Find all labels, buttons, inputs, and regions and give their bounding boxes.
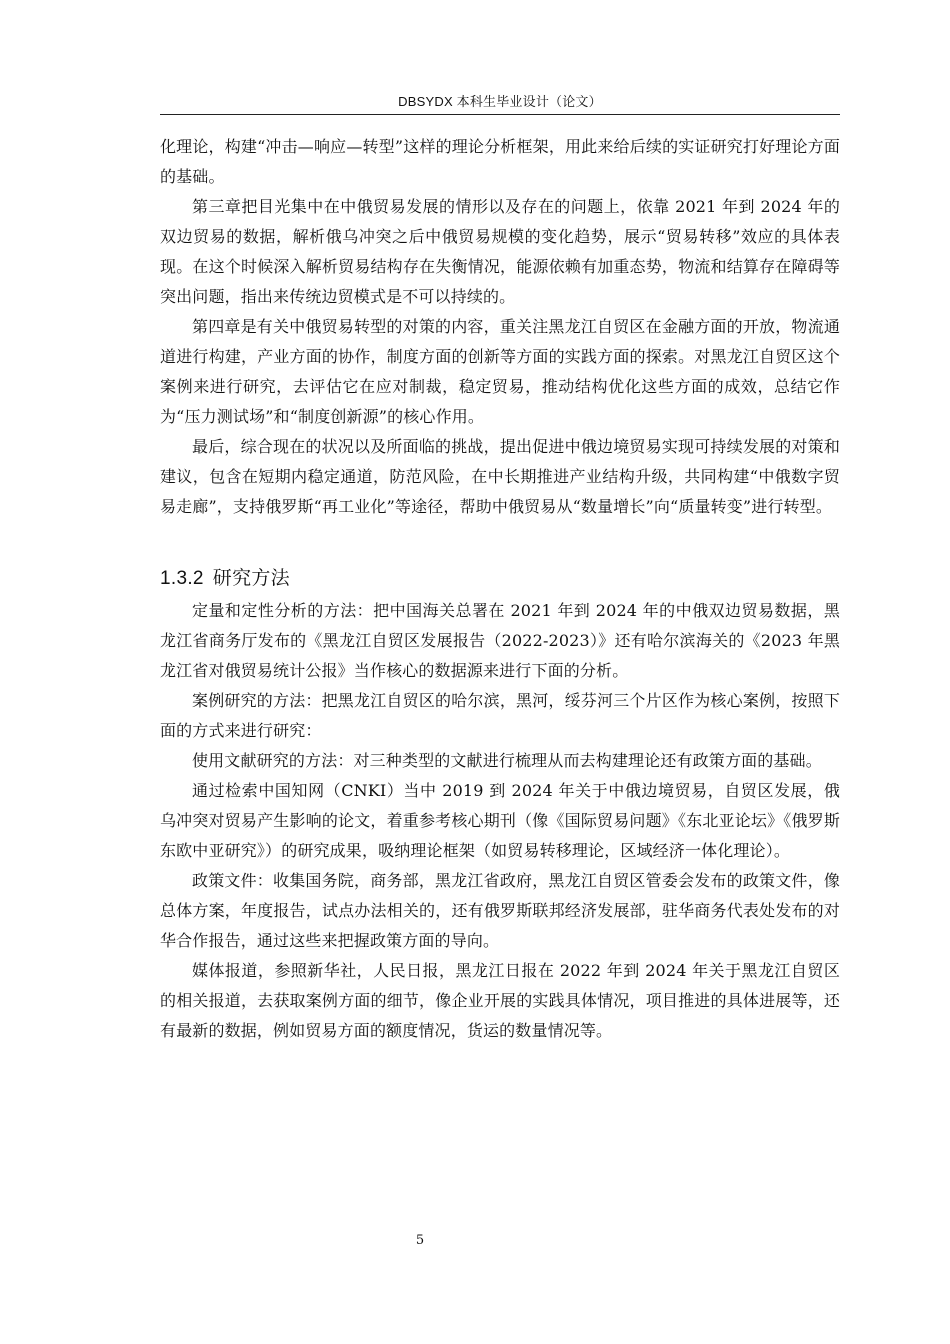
paragraph-case-study-method: 案例研究的方法：把黑龙江自贸区的哈尔滨，黑河，绥芬河三个片区作为核心案例，按照下面的方式来进行研究： [160,691,840,740]
page-body [160,132,840,1046]
paragraph-literature-method: 使用文献研究的方法：对三种类型的文献进行梳理从而去构建理论还有政策方面的基础。 [192,751,822,770]
section-heading [160,562,840,596]
running-header: DBSYDX 本科生毕业设计（论文） [398,94,602,109]
paragraph-policy-documents: 政策文件：收集国务院，商务部，黑龙江省政府，黑龙江自贸区管委会发布的政策文件，像总体方案，年度报告，试点办法相关的，还有俄罗斯联邦经济发展部，驻华商务代表处发布的对华合作报告，通过这些来把握政策方面的导向。 [160,871,840,950]
section-number: 1.3.2 [160,568,204,589]
paragraph-cnki-search: 通过检索中国知网（CNKI）当中 2019 到 2024 年关于中俄边境贸易，自贸区发展，俄乌冲突对贸易产生影响的论文，着重参考核心期刊（像《国际贸易问题》《东北亚论坛》《俄罗斯东欧中亚研究》）的研究成果，吸纳理论框架（如贸易转移理论，区域经济一体化理论）。 [160,781,840,860]
paragraph-media-reports: 媒体报道，参照新华社，人民日报，黑龙江日报在 2022 年到 2024 年关于黑龙江自贸区的相关报道，去获取案例方面的细节，像企业开展的实践具体情况，项目推进的具体进展等，还有最新的数据，例如贸易方面的额度情况，货运的数量情况等。 [160,961,840,1040]
section-title-text: 研究方法 [212,568,290,589]
paragraph-continuation: 化理论，构建“冲击—响应—转型”这样的理论分析框架，用此来给后续的实证研究打好理论方面的基础。 [160,137,840,186]
header-rule [160,114,840,115]
paragraph-conclusion-outline: 最后，综合现在的状况以及所面临的挑战，提出促进中俄边境贸易实现可持续发展的对策和建议，包含在短期内稳定通道，防范风险，在中长期推进产业结构升级，共同构建“中俄数字贸易走廊”，支持俄罗斯“再工业化”等途径，帮助中俄贸易从“数量增长”向“质量转变”进行转型。 [160,437,840,516]
paragraph-chapter-three: 第三章把目光集中在中俄贸易发展的情形以及存在的问题上，依靠 2021 年到 2024 年的双边贸易的数据，解析俄乌冲突之后中俄贸易规模的变化趋势，展示“贸易转移”效应的具体表现。在这个时候深入解析贸易结构存在失衡情况，能源依赖有加重态势，物流和结算存在障碍等突出问题，指出来传统边贸模式是不可以持续的。 [160,197,840,306]
paragraph-quantitative-method: 定量和定性分析的方法：把中国海关总署在 2021 年到 2024 年的中俄双边贸易数据，黑龙江省商务厅发布的《黑龙江自贸区发展报告（2022-2023）》还有哈尔滨海关的《2023 年黑龙江省对俄贸易统计公报》当作核心的数据源来进行下面的分析。 [160,601,840,680]
page-number: 5 [415,1233,425,1248]
paragraph-chapter-four: 第四章是有关中俄贸易转型的对策的内容，重关注黑龙江自贸区在金融方面的开放，物流通道进行构建，产业方面的协作，制度方面的创新等方面的实践方面的探索。对黑龙江自贸区这个案例来进行研究，去评估它在应对制裁，稳定贸易，推动结构优化这些方面的成效，总结它作为“压力测试场”和“制度创新源”的核心作用。 [160,317,840,426]
